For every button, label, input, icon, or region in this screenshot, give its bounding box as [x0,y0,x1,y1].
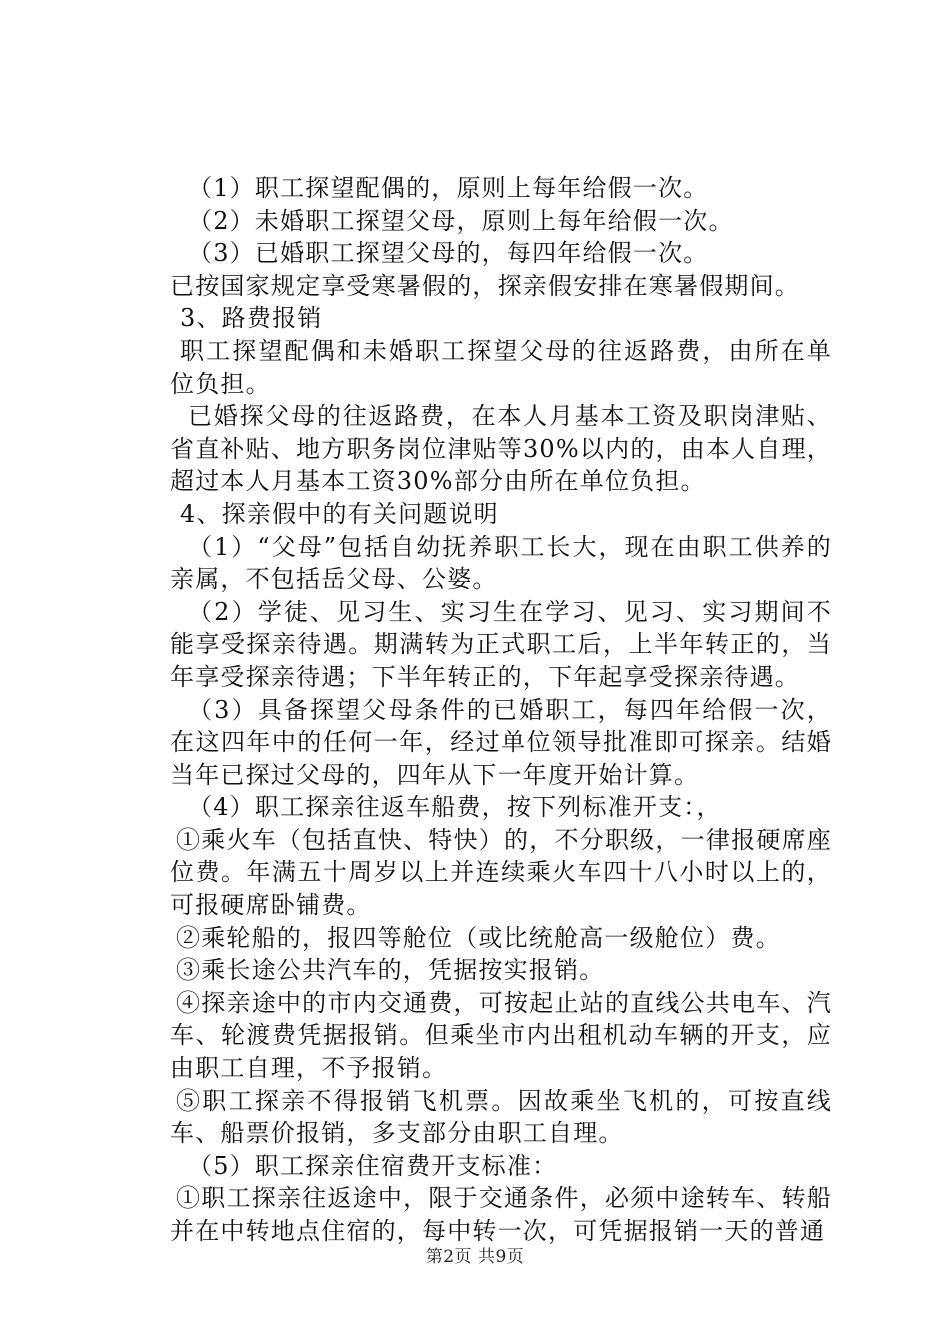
paragraph: （2）学徒、见习生、实习生在学习、见习、实习期间不能享受探亲待遇。期满转为正式职工后，上半年转正的，当年享受探亲待遇；下半年转正的，下年起享受探亲待遇。 [170,597,832,691]
paragraph: ④探亲途中的市内交通费，可按起止站的直线公共电车、汽车、轮渡费凭据报销。但乘坐市内出租机动车辆的开支，应由职工自理，不予报销。 [170,988,832,1083]
paragraph: ①职工探亲往返途中，限于交通条件，必须中途转车、转船并在中转地点住宿的，每中转一次，可凭据报销一天的普通 [170,1184,832,1245]
paragraph: 职工探望配偶和未婚职工探望父母的往返路费，由所在单位负担。 [170,336,832,398]
paragraph: ②乘轮船的，报四等舱位（或比统舱高一级舱位）费。 [176,923,781,952]
document-body [170,172,832,1248]
paragraph: ③乘长途公共汽车的，凭据按实报销。 [176,956,605,985]
paragraph: （5）职工探亲住宿费开支标准： [188,1151,558,1180]
paragraph: （1）“父母”包括自幼抚养职工长大，现在由职工供养的亲属，不包括岳父母、公婆。 [170,532,832,594]
paragraph: 4、探亲假中的有关问题说明 [180,499,499,528]
paragraph: 已婚探父母的往返路费，在本人月基本工资及职岗津贴、省直补贴、地方职务岗位津贴等30%以内的，由本人自理，超过本人月基本工资30%部分由所在单位负担。 [170,402,832,496]
paragraph: （2）未婚职工探望父母，原则上每年给假一次。 [188,206,734,235]
paragraph: 已按国家规定享受寒暑假的，探亲假安排在寒暑假期间。 [170,271,800,300]
paragraph: （3）具备探望父母条件的已婚职工，每四年给假一次，在这四年中的任何一年，经过单位领导批准即可探亲。结婚当年已探过父母的，四年从下一年度开始计算。 [170,695,832,789]
paragraph: （1）职工探望配偶的，原则上每年给假一次。 [188,174,709,202]
page-footer: 第2页 共9页 [425,1247,525,1267]
paragraph: （3）已婚职工探望父母的，每四年给假一次。 [188,239,709,268]
paragraph: ⑤职工探亲不得报销飞机票。因故乘坐飞机的，可按直线车、船票价报销，多支部分由职工自理。 [170,1086,832,1148]
paragraph: ①乘火车（包括直快、特快）的，不分职级，一律报硬席座位费。年满五十周岁以上并连续乘火车四十八小时以上的，可报硬席卧铺费。 [170,825,832,920]
paragraph: 3、路费报销 [180,304,323,333]
paragraph: （4）职工探亲往返车船费，按下列标准开支：， [188,793,722,822]
